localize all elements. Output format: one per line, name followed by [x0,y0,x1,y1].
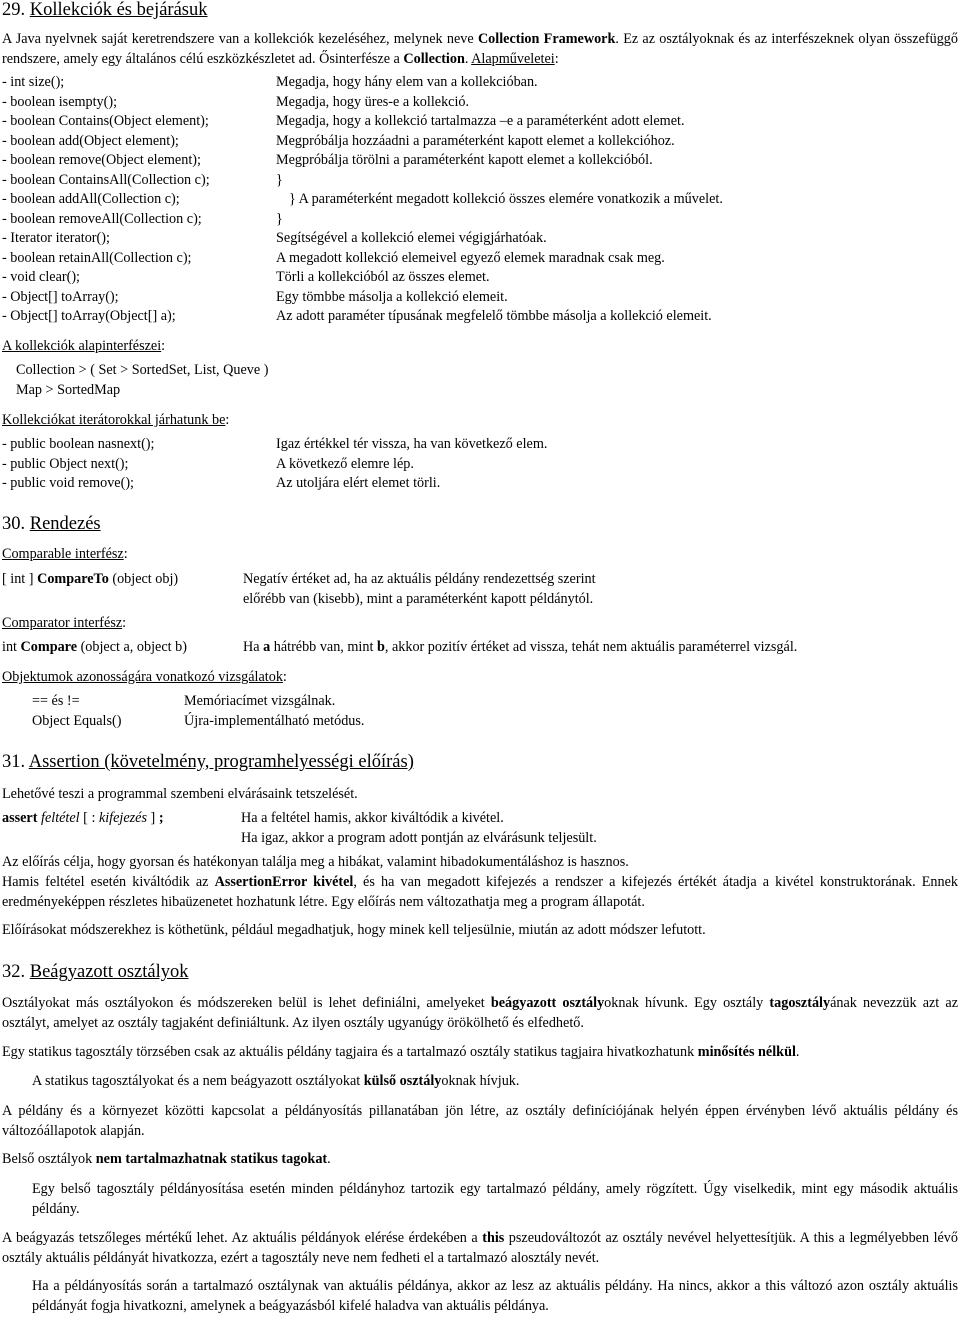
assert-desc-2: Ha igaz, akkor a program adott pontján az elvárásunk teljesült. [241,830,597,846]
text: Hamis feltétel esetén kiváltódik az [2,874,215,890]
iterator-method-row [2,474,958,494]
operation-signature: - boolean remove(Object element); [2,152,201,168]
text: A Java nyelvnek saját keretrendszere van a kollekciók kezeléséhez, melynek neve [2,31,478,47]
bold-term: AssertionError kivétel [214,874,354,890]
section-29-heading [2,0,958,21]
nested-class-paragraph-8: Ha a példányosítás során a tartalmazó osztálynak van aktuális példánya, akkor az lesz az aktuális példány. Ha nincs, akkor a this változó azon osztály aktuális példányát fogja hivatkozni, amelynek a beágyazásból kifelé haladva van aktuális példánya. [32,1278,958,1314]
text: Ha [243,639,264,655]
operation-signature: - Iterator iterator(); [2,230,110,246]
identity-check-signature: == és != [32,693,80,709]
text: . [327,1151,331,1167]
bold-term: nem tartalmazhatnak statikus tagokat [95,1151,328,1167]
text: Osztályokat más osztályokon és módszereken belül is lehet definiálni, amelyeket [2,995,491,1011]
keyword: assert [2,810,38,826]
bold-term: minősítés nélkül [697,1044,796,1060]
text: , és ha van megadott kifejezés a rendszer a kifejezés értékét átadja a kivétel konstruktorának. Ennek eredményeképpen részletes hibaüzenetet hozhatunk létre. Egy előírás nem változathatja meg a program állapotát. [2,874,959,910]
text: ] [147,810,159,826]
operation-description: Az adott paraméter típusának megfelelő tömbbe másolja a kollekció elemeit. [276,308,712,324]
text: Belső osztályok [2,1151,96,1167]
iterator-method-row [2,435,958,455]
nested-class-paragraph-4: A példány és a környezet közötti kapcsolat a példányosítás pillanatában jön létre, az osztály definíciójának helyén éppen érvényben lévő aktuális példány és változóállapotok alapján. [2,1103,958,1139]
comparable-desc-1: Negatív értéket ad, ha az aktuális példány rendezettség szerint [243,571,596,587]
text: [ int ] [2,571,38,587]
operation-description: Törli a kollekcióból az összes elemet. [276,269,490,285]
operation-row [2,73,958,93]
bold-var: a [263,639,271,655]
colon: : [161,338,166,354]
text: A statikus tagosztályokat és a nem beágyazott osztályokat [32,1073,364,1089]
operation-signature: - Object[] toArray(); [2,288,119,305]
operation-row [2,268,958,288]
operation-row [2,190,958,210]
base-interfaces-label [2,337,958,357]
operation-row [2,249,958,269]
text: . [795,1044,800,1060]
operations-label: Alapműveletei [471,50,555,67]
operation-description: Segítségével a kollekció elemei végigjárhatóak. [276,230,547,246]
operation-row [2,151,958,171]
operation-signature: - void clear(); [2,269,80,285]
method-name: Compare [20,639,78,655]
text: , akkor pozitív értéket ad vissza, tehát nem aktuális paraméterrel vizsgál. [384,639,798,655]
text: int [2,639,21,655]
text: Egy statikus tagosztály törzsében csak az aktuális példány tagjaira és a tartalmazó osztály statikus tagjaira hivatkozhatunk [2,1044,698,1060]
section-number: 29. [2,0,26,20]
nested-class-paragraph-3 [32,1072,952,1092]
colon: : [282,669,287,685]
assert-desc-1: Ha a feltétel hamis, akkor kiváltódik a kivétel. [241,810,504,826]
text: (object a, object b) [77,639,187,655]
comparable-label [2,545,958,565]
identity-check-row [2,712,958,732]
operation-signature: - boolean add(Object element); [2,132,179,149]
bold-term: külső osztály [363,1073,442,1089]
assertion-error-paragraph [2,873,958,912]
operation-row [2,288,958,308]
text: oknak hívunk. Egy osztály [604,995,770,1011]
label-text: Objektumok azonosságára vonatkozó vizsgálatok [2,669,283,685]
label-text: A kollekciók alapinterfészei [2,338,162,354]
bold-var: b [376,639,385,655]
operation-signature: - int size(); [2,74,65,90]
section-title: Rendezés [29,514,101,534]
comparator-label [2,614,958,634]
identity-label [2,668,958,688]
section-title: Kollekciók és bejárásuk [29,0,208,20]
operation-description: Megadja, hogy hány elem van a kollekcióban. [276,74,538,90]
operation-signature: - Object[] toArray(Object[] a); [2,308,176,324]
text: [ : [79,810,99,826]
operation-row [2,93,958,113]
operation-description: } [276,171,283,188]
operation-signature: - boolean isempty(); [2,93,118,110]
text: . Ez az osztályoknak és az interfészeknek olyan összefüggő rendszere, amely egy általános célú eszközkészletet ad. Ősinterfésze a [2,31,958,67]
text: A beágyazás tetszőleges mértékű lehet. Az aktuális példányok elérése érdekében a [2,1230,483,1246]
operation-description: Megadja, hogy üres-e a kollekció. [276,93,470,110]
operation-row [2,132,958,152]
nested-class-paragraph-1 [2,994,958,1033]
text: ának nevezzük azt az osztályt, amelyet az osztály tagjaként definiáltunk. Az ilyen osztály ugyanúgy örökölhető és elfedhető. [2,995,958,1031]
comparator-desc [243,638,958,658]
iterator-list [2,435,958,494]
semicolon: ; [158,810,164,826]
section-title: Beágyazott osztályok [29,962,189,982]
param: feltétel [41,810,80,826]
label-text: Comparator interfész [2,615,123,631]
text: pszeudováltozót az osztály nevével helyettesítjük. A this a legmélyebben lévő osztály aktuális példányát hivatkozza, ezért a tagosztály neve nem fedheti el a tartalmazó alosztály nevét. [2,1230,958,1266]
colon: : [554,50,559,67]
method-name: CompareTo [37,571,109,587]
iterator-method-description: A következő elemre lép. [276,455,414,472]
iterator-method-row [2,455,958,475]
nested-class-paragraph-6: Egy belső tagosztály példányosítása esetén minden példányhoz tartozik egy tartalmazó példány, amely rögzített. Úgy viselkedik, mint egy második aktuális példány. [32,1181,958,1217]
operation-signature: - boolean removeAll(Collection c); [2,210,202,227]
iterator-label [2,411,958,431]
operation-signature: - boolean ContainsAll(Collection c); [2,171,210,188]
operation-row [2,210,958,230]
operation-description: Megpróbálja hozzáadni a paraméterként kapott elemet a kollekcióhoz. [276,132,675,149]
nested-class-paragraph-2 [2,1043,958,1063]
base-interfaces-line-1: Collection > ( Set > SortedSet, List, Queve ) [16,362,269,378]
comparable-desc-2: előrébb van (kisebb), mint a paraméterként kapott példánytól. [243,591,594,607]
s29-intro-paragraph [2,30,958,69]
identity-check-description: Újra-implementálható metódus. [184,712,365,729]
assertion-purpose: Az előírás célja, hogy gyorsan és hatékonyan találja meg a hibákat, valamint hibadokumentáláshoz is hasznos. [2,854,629,870]
nested-class-paragraph-7 [2,1229,958,1268]
section-number: 31. [2,752,26,772]
bold-term: Collection [403,50,465,67]
section-number: 30. [2,514,26,534]
label-text: Kollekciókat iterátorokkal járhatunk be [2,412,226,428]
nested-class-paragraph-5 [2,1150,958,1170]
bold-term: beágyazott osztály [490,995,605,1011]
section-30-heading [2,513,958,535]
identity-check-signature: Object Equals() [32,712,122,729]
section-number: 32. [2,962,26,982]
iterator-method-description: Igaz értékkel tér vissza, ha van következő elem. [276,436,548,452]
label-text: Comparable interfész [2,546,124,562]
operation-row [2,229,958,249]
operation-description: } A paraméterként megadott kollekció összes elemére vonatkozik a művelet. [289,191,723,207]
base-interfaces-line-2: Map > SortedMap [16,382,121,398]
s29-operations-list [2,73,958,327]
colon: : [123,546,128,562]
operation-row [2,112,958,132]
bold-term: tagosztály [769,995,831,1011]
identity-check-row [2,692,958,712]
operation-description: Egy tömbbe másolja a kollekció elemeit. [276,288,508,305]
section-title: Assertion (követelmény, programhelyességi előírás) [28,752,414,772]
text: oknak hívjuk. [441,1073,520,1089]
operation-signature: - boolean Contains(Object element); [2,113,209,129]
section-31-heading [2,751,958,773]
section-32-heading [2,961,958,983]
assertion-methods: Előírásokat módszerekhez is köthetünk, például megadhatjuk, hogy minek kell teljesülnie, miután az adott módszer lefutott. [2,922,706,938]
param: kifejezés [98,810,147,826]
operation-signature: - boolean retainAll(Collection c); [2,249,192,266]
assertion-intro: Lehetővé teszi a programmal szembeni elvárásaink tetszelését. [2,786,358,802]
text: hátrébb van, mint [270,639,377,655]
iterator-method-signature: - public boolean nasnext(); [2,436,155,452]
operation-description: } [276,210,283,227]
operation-description: Megpróbálja törölni a paraméterként kapott elemet a kollekcióból. [276,152,653,168]
text: . [464,50,472,67]
colon: : [122,615,127,631]
operation-row [2,307,958,327]
iterator-method-signature: - public Object next(); [2,455,129,472]
iterator-method-description: Az utoljára elért elemet törli. [276,475,441,491]
text: (object obj) [108,571,179,587]
identity-check-description: Memóriacímet vizsgálnak. [184,693,336,709]
operation-signature: - boolean addAll(Collection c); [2,191,180,207]
identity-list [2,692,958,731]
operation-description: A megadott kollekció elemeivel egyező elemek maradnak csak meg. [276,249,665,266]
operation-row [2,171,958,191]
operation-description: Megadja, hogy a kollekció tartalmazza –e a paraméterként adott elemet. [276,113,685,129]
colon: : [225,412,230,428]
bold-term: Collection Framework [477,31,616,47]
iterator-method-signature: - public void remove(); [2,475,134,491]
bold-term: this [482,1230,505,1246]
